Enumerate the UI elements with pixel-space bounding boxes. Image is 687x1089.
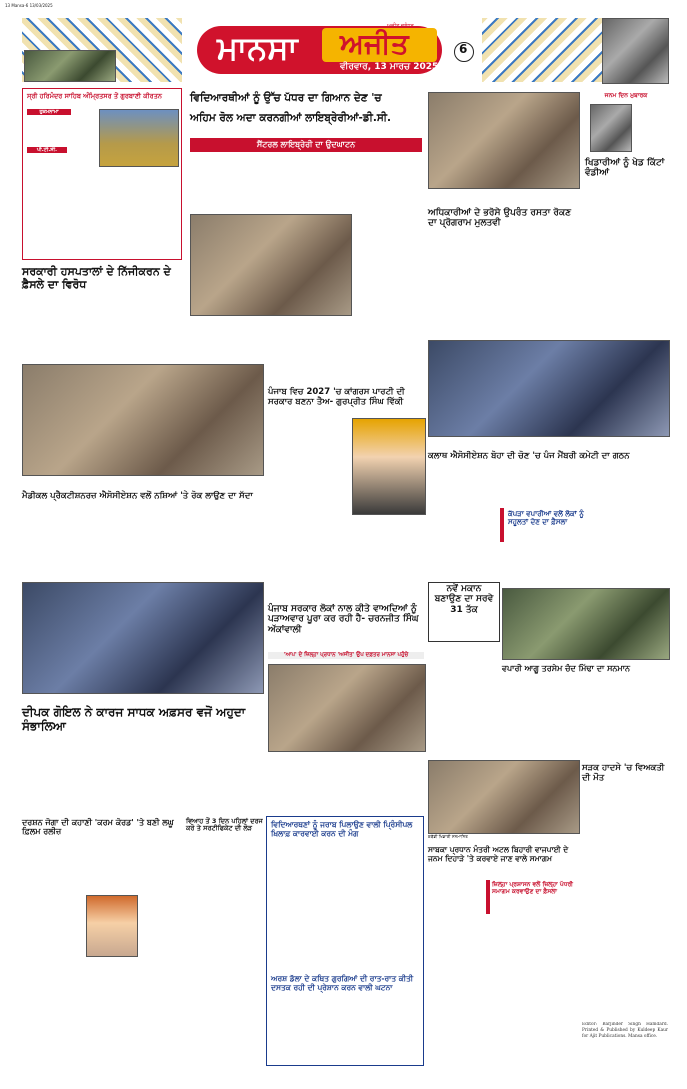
body-2027-side [352, 518, 424, 588]
body-students-box [271, 849, 419, 969]
body-punjab-govt [268, 754, 424, 814]
kirtan-text2 [27, 169, 177, 253]
headline-sports: ਖਿਡਾਰੀਆਂ ਨੂੰ ਖੇਡ ਕਿੱਟਾਂ ਵੰਡੀਆਂ [585, 158, 665, 179]
footer-info: Editor: Barjinder Singh Hamdard. Printed & Published by Kuldeep Kaur for Ajit Publications. Mansa office. [582, 1022, 668, 1039]
golden-temple-photo [99, 109, 179, 167]
body-sadhana [428, 918, 578, 1018]
headline-2027: ਪੰਜਾਬ ਵਿਚ 2027 'ਚ ਕਾਂਗਰਸ ਪਾਰਟੀ ਦੀ ਸਰਕਾਰ ਬਣਨਾ ਤੈਅ- ਗੁਰਪ੍ਰੀਤ ਸਿੰਘ ਵਿੱਕੀ [268, 387, 405, 407]
masthead-photo-left [24, 50, 116, 82]
red-banner-library: ਸੈਂਟਰਲ ਲਾਇਬ੍ਰੇਰੀ ਦਾ ਉਦਘਾਟਨ [190, 138, 422, 152]
masthead-date: ਵੀਰਵਾਰ, 13 ਮਾਰਚ 2025 [340, 62, 439, 72]
headline-murder-box: ਅਰਸ਼ ਡੱਲਾ ਦੇ ਕਥਿਤ ਗੁਰਗਿਆਂ ਦੀ ਰਾਤ-ਰਾਤ ਕੀਤੀ ਦਸਤਕ ਰਹੀ ਦੀ ਪ੍ਰੇਸ਼ਾਨ ਕਰਨ ਵਾਲੀ ਘਟਨਾ [271, 974, 414, 992]
headline-hospital: ਸਰਕਾਰੀ ਹਸਪਤਾਲਾਂ ਦੇ ਨਿੱਜੀਕਰਨ ਦੇ ਫ਼ੈਸਲੇ ਦਾ ਵਿਰੋਧ [22, 265, 171, 291]
headline-officials: ਅਧਿਕਾਰੀਆਂ ਦੇ ਭਰੋਸੇ ਉਪਰੰਤ ਰਸਤਾ ਰੋਕਣ ਦਾ ਪ੍ਰੋਗਰਾਮ ਮੁਲਤਵੀ [428, 208, 571, 229]
body-top-lower [190, 318, 422, 368]
headline-deepak: ਦੀਪਕ ਗੋਇਲ ਨੇ ਕਾਰਜ ਸਾਧਕ ਅਫ਼ਸਰ ਵਜੋਂ ਅਹੁਦਾ ਸੰਭਾਲਿਆ [22, 705, 246, 733]
masthead [22, 18, 667, 82]
masthead-title-right: ਅਜੀਤ [340, 27, 409, 60]
body-top-side [354, 214, 422, 314]
body-officials [428, 238, 578, 328]
body-cloth-2 [428, 546, 668, 576]
kirtan-box-title: ਸ੍ਰੀ ਹਰਿਮੰਦਰ ਸਾਹਿਬ ਅੰਮ੍ਰਿਤਸਰ ਤੋਂ ਗੁਰਬਾਣੀ ਕੀਰਤਨ [27, 92, 162, 100]
photo-library [190, 214, 352, 316]
caption-bottom-mid: ਕਬੱਡੀ ਖਿਡਾਰੀ ਸਨਮਾਨਿਤ [428, 834, 468, 839]
photo-bottom-mid [428, 760, 580, 834]
print-line: 13 Mansa-6 13/03/2025 [5, 3, 53, 8]
photo-aap [268, 664, 426, 752]
headline-medical: ਮੈਡੀਕਲ ਪ੍ਰੈਕਟੀਸ਼ਨਰਜ਼ ਐਸੋਸੀਏਸ਼ਨ ਵਲੋਂ ਨਸ਼ਿਆਂ 'ਤੇ ਰੋਕ ਲਾਉਣ ਦਾ ਸੱਦਾ [22, 491, 253, 501]
birthday-photo [590, 104, 632, 152]
photo-protest [428, 340, 670, 437]
body-deepak [22, 740, 262, 800]
headline-sellers: ਕੱਪੜਾ ਵਪਾਰੀਆਂ ਵਲੋਂ ਲੋਕਾਂ ਨੂੰ ਸਹੂਲਤਾਂ ਦੇਣ ਦਾ ਫ਼ੈਸਲਾ [508, 510, 584, 527]
headline-students-box: ਵਿਦਿਆਰਥਣਾਂ ਨੂੰ ਜਰਾਬ ਪਿਲਾਉਣ ਵਾਲੀ ਪ੍ਰਿੰਸੀਪਲ ਖ਼ਿਲਾਫ਼ ਕਾਰਵਾਈ ਕਰਨ ਦੀ ਮੰਗ [271, 820, 413, 838]
left-kirtan-box [22, 88, 182, 260]
headline-cloth: ਕਲਾਥ ਐਸੋਸੀਏਸ਼ਨ ਬੋਹਾ ਦੀ ਚੋਣ 'ਚ ਪੰਜ ਮੈਂਬਰੀ ਕਮੇਟੀ ਦਾ ਗਠਨ [428, 451, 630, 461]
headline-survey: ਨਵੇਂ ਮਕਾਨ ਬਣਾਉਣ ਦਾ ਸਰਵੇ 31 ਤੱਕ [434, 584, 494, 615]
body-sports [585, 186, 667, 336]
masthead-pattern-right [482, 18, 602, 82]
masthead-photo-right [602, 18, 669, 84]
masthead-tagline: ਅਜੀਤ ਜਲੰਧਰ [387, 23, 414, 29]
body-road [582, 790, 668, 1020]
birthday-label: ਜਨਮ ਦਿਨ ਮੁਬਾਰਕ [585, 92, 667, 100]
body-darshan-left [22, 850, 82, 1060]
headline-top-2: ਅਹਿਮ ਰੋਲ ਅਦਾ ਕਰਨਗੀਆਂ ਲਾਇਬ੍ਰੇਰੀਆਂ-ਡੀ.ਸੀ. [190, 112, 392, 124]
body-trader [502, 682, 668, 752]
page-number: 6 [459, 42, 468, 56]
body-wedding [186, 860, 264, 1060]
masthead-title-left: ਮਾਨਸਾ [217, 29, 298, 67]
photo-officials [428, 92, 580, 189]
photo-vicky [352, 418, 426, 515]
body-hospital [22, 300, 180, 360]
headline-road: ਸੜਕ ਹਾਦਸੇ 'ਚ ਵਿਅਕਤੀ ਦੀ ਮੌਤ [582, 763, 665, 783]
photo-medical [22, 582, 264, 694]
body-2027 [268, 418, 348, 568]
students-box [266, 816, 424, 1066]
kirtan-text1 [27, 117, 97, 143]
aap-label: 'ਆਪ' ਦੇ ਜ਼ਿਲ੍ਹਾ ਪ੍ਰਧਾਨ 'ਅਜੀਤ' ਉਪ ਦਫ਼ਤਰ ਮਾਨਸਾ ਪਹੁੰਚੇ [268, 652, 424, 659]
headline-trader: ਵਪਾਰੀ ਆਗੂ ਤਰਸੇਮ ਚੰਦ ਮਿੱਢਾ ਦਾ ਸਨਮਾਨ [502, 664, 630, 673]
body-survey [428, 644, 498, 754]
headline-wedding: ਵਿਆਹ ਤੋਂ 3 ਦਿਨ ਪਹਿਲਾਂ ਦਰਜ ਕਰੋ ਤੇ ਸਰਟੀਫਿਕੇਟ ਦੀ ਲੋੜ [186, 817, 263, 833]
headline-sadhana: ਸਾਬਕਾ ਪ੍ਰਧਾਨ ਮੰਤਰੀ ਅਟਲ ਬਿਹਾਰੀ ਵਾਜਪਾਈ ਦੇ ਜਨਮ ਦਿਹਾੜੇ 'ਤੇ ਕਰਵਾਏ ਜਾਣ ਵਾਲੇ ਸਮਾਗਮ [428, 845, 569, 863]
body-cloth [428, 470, 668, 510]
body-medical [22, 510, 262, 576]
photo-trader [502, 588, 670, 660]
headline-punjab-govt: ਪੰਜਾਬ ਸਰਕਾਰ ਲੋਕਾਂ ਨਾਲ ਕੀਤੇ ਵਾਅਦਿਆਂ ਨੂੰ ਪੜਾਅਵਾਰ ਪੂਰਾ ਕਰ ਰਹੀ ਹੈ- ਚਰਨਜੀਤ ਸਿੰਘ ਅੱਕਾਂਵਾਲੀ [268, 604, 419, 635]
body-murder-box [271, 1005, 419, 1061]
photo-darshan [86, 895, 138, 957]
kirtan-sub1: ਹੁਕਮਨਾਮਾ [27, 109, 71, 115]
headline-quote-box: ਜ਼ਿਲ੍ਹਾ ਪ੍ਰਸ਼ਾਸਨ ਵਲੋਂ ਜ਼ਿਲ੍ਹਾ ਪੱਧਰੀ ਸਮਾਗਮ ਕਰਵਾਉਣ ਦਾ ਫ਼ੈਸਲਾ [492, 881, 573, 895]
headline-darshan: ਦਰਸ਼ਨ ਜੋਗਾ ਦੀ ਕਹਾਣੀ 'ਕਰਮ ਕੋਰਡ' 'ਤੇ ਬਣੀ ਲਘੂ ਫ਼ਿਲਮ ਰਲੀਜ਼ [22, 818, 174, 837]
kirtan-sub2: ਪੀ.ਟੀ.ਸੀ. [27, 147, 67, 153]
body-darshan-right [140, 850, 180, 1060]
photo-hospital [22, 364, 264, 476]
headline-top-1: ਵਿਦਿਆਰਥੀਆਂ ਨੂੰ ਉੱਚ ਪੱਧਰ ਦਾ ਗਿਆਨ ਦੇਣ 'ਚ [190, 92, 382, 104]
body-top [190, 156, 422, 212]
